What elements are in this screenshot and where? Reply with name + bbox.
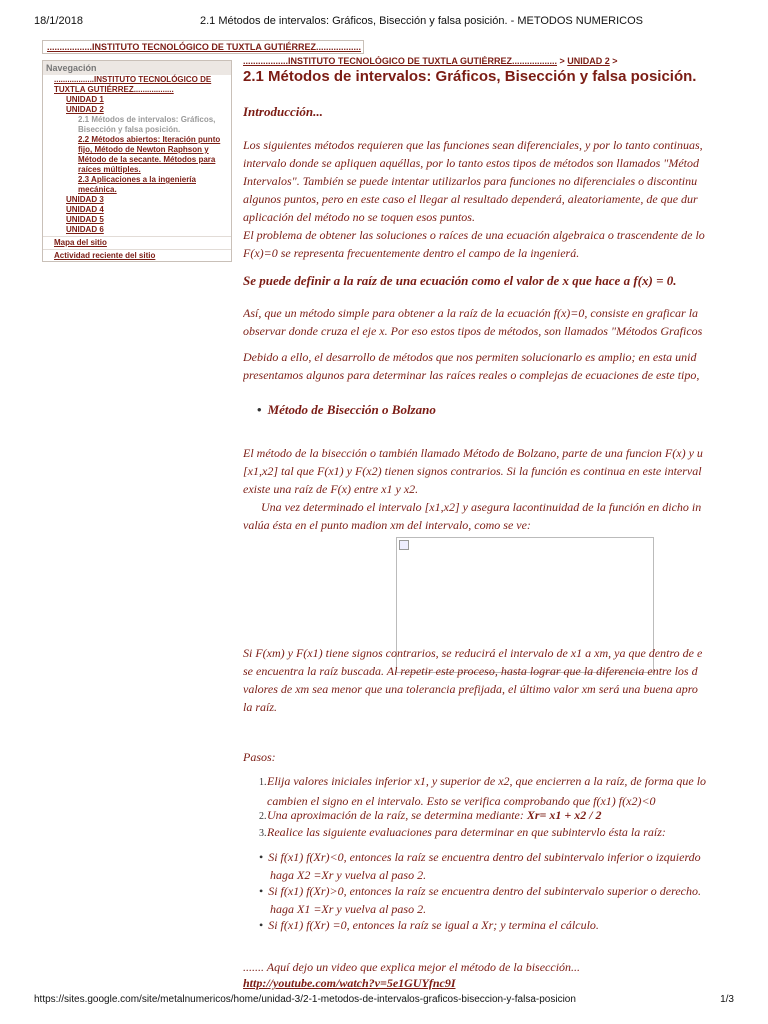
text-line: valúa ésta en el punto madion xm del intervalo, como se ve: — [243, 518, 531, 532]
step-3 — [259, 823, 666, 843]
condition-item — [259, 916, 599, 934]
text-line: cambien el signo en el intervalo. Esto se verifica comprobando que f(x1) f(x2)<0 — [267, 794, 656, 808]
print-page-number: 1/3 — [720, 994, 734, 1005]
text-line: haga X1 =Xr y vuelva al paso 2. — [270, 902, 427, 916]
text-line: Si f(x1) f(Xr) =0, entonces la raíz se igual a Xr; y termina el cálculo. — [268, 918, 599, 932]
text-line: algunos puntos, pero en este caso el llegar al resultado dependerá, aleatoriamente, de que dur — [243, 192, 698, 206]
main-content — [243, 56, 768, 991]
text-line: El método de la bisección o también llamado Método de Bolzano, parte de una funcion F(x) y u — [243, 446, 703, 460]
breadcrumb-parent-link[interactable]: UNIDAD 2 — [567, 56, 610, 66]
text-line: Intervalos". También se puede intentar utilizarlos para funciones no diferenciales o discontinu — [243, 174, 698, 188]
video-link-wrapper — [243, 974, 456, 991]
text-line: la raíz. — [243, 700, 278, 714]
nav-item-2-2[interactable]: 2.2 Métodos abiertos: Iteración punto fijo, Método de Newton Raphson y Método de la secante. Métodos para raíces múltiples. — [78, 135, 221, 174]
text-line: Si f(x1) f(Xr)>0, entonces la raíz se encuentra dentro del subintervalo superior o derecho. — [268, 884, 701, 898]
video-link[interactable]: http://youtube.com/watch?v=5e1GUYfnc9I — [243, 976, 456, 990]
breadcrumb — [243, 56, 768, 67]
bisection-heading-text: Método de Bisección o Bolzano — [267, 402, 436, 417]
page-title: 2.1 Métodos de intervalos: Gráficos, Bisección y falsa posición. — [243, 68, 697, 85]
nav-item-unidad-2[interactable]: UNIDAD 2 — [66, 105, 104, 114]
broken-image-icon — [399, 540, 409, 550]
text-line: F(x)=0 se representa frecuentemente dentro el campo de la ingenierá. — [243, 246, 580, 260]
text-line: haga X2 =Xr y vuelva al paso 2. — [270, 868, 427, 882]
step-number: 2. — [259, 811, 267, 822]
breadcrumb-separator: > — [557, 56, 568, 66]
text-line: Si F(xm) y F(x1) tiene signos contrarios, se reducirá el intervalo de x1 a xm, ya que dentro de e — [243, 646, 703, 660]
text-line: Realice las siguiente evaluaciones para determinar en que subintervlo ésta la raíz: — [267, 825, 666, 839]
navigation-sidebar — [42, 60, 232, 262]
site-header-link[interactable]: ..................INSTITUTO TECNOLÓGICO DE TUXTLA GUTIÉRREZ.................. — [42, 40, 364, 54]
text-line: aplicación del método no se toquen esos puntos. — [243, 210, 475, 224]
print-date: 18/1/2018 — [34, 15, 83, 27]
step-1 — [259, 772, 706, 810]
navigation-list — [43, 75, 231, 261]
interval-reduction-paragraph — [243, 644, 702, 716]
graphic-method-paragraph — [243, 304, 702, 340]
print-header — [0, 15, 768, 31]
nav-item-unidad-1[interactable]: UNIDAD 1 — [66, 95, 104, 104]
text-line: valores de xm sea menor que una tolerancia prefijada, el último valor xm será una buena apro — [243, 682, 698, 696]
intro-paragraph — [243, 136, 703, 226]
video-intro-text: ....... Aquí dejo un video que explica mejor el método de la bisección... — [243, 960, 581, 974]
text-line: Así, que un método simple para obtener a la raíz de la ecuación f(x)=0, consiste en graficar la — [243, 306, 699, 320]
step-text: Una aproximación de la raíz, se determina mediante: — [267, 808, 527, 822]
text-line: Si f(x1) f(Xr)<0, entonces la raíz se encuentra dentro del subintervalo inferior o izquierdo — [268, 850, 701, 864]
nav-item-2-1-current: 2.1 Métodos de intervalos: Gráficos, Bisección y falsa posición. — [78, 115, 216, 134]
text-line: Una vez determinado el intervalo [x1,x2] y asegura lacontinuidad de la función en dicho in — [243, 500, 702, 514]
print-document-title: 2.1 Métodos de intervalos: Gráficos, Bisección y falsa posición. - METODOS NUMERICOS — [200, 15, 644, 27]
step-number: 1. — [259, 777, 267, 788]
intro-heading: Introducción... — [243, 104, 323, 119]
steps-label: Pasos: — [243, 750, 276, 764]
bisection-formula: Xr= x1 + x2 / 2 — [526, 808, 602, 822]
nav-item-unidad-6[interactable]: UNIDAD 6 — [66, 225, 104, 234]
nav-recent-activity-link[interactable]: Actividad reciente del sitio — [43, 249, 231, 261]
text-line: [x1,x2] tal que F(x1) y F(x2) tienen signos contrarios. Si la función es continua en este interval — [243, 464, 702, 478]
nav-item-unidad-5[interactable]: UNIDAD 5 — [66, 215, 104, 224]
print-url: https://sites.google.com/site/metalnumericos/home/unidad-3/2-1-metodos-de-intervalos-graficos-biseccion-y-falsa-posicion — [34, 994, 576, 1005]
nav-item-2-3[interactable]: 2.3 Aplicaciones a la ingeniería mecánica. — [78, 175, 196, 194]
nav-sitemap-link[interactable]: Mapa del sitio — [43, 236, 231, 248]
text-line: intervalo donde se apliquen aquéllas, por lo tanto estos tipos de métodos son llamados "Métod — [243, 156, 700, 170]
bisection-paragraph — [243, 444, 703, 534]
print-footer — [0, 994, 768, 1010]
bullet-dot-icon: • — [259, 850, 264, 864]
text-line: se encuentra la raíz buscada. Al repetir este proceso, hasta lograr que la diferencia entre los d — [243, 664, 698, 678]
navigation-title: Navegación — [43, 61, 231, 75]
breadcrumb-root-link[interactable]: ..................INSTITUTO TECNOLÓGICO DE TUXTLA GUTIÉRREZ.................. — [243, 56, 558, 66]
nav-item-unidad-4[interactable]: UNIDAD 4 — [66, 205, 104, 214]
text-line: Elija valores iniciales inferior x1, y superior de x2, que encierren a la raíz, de forma que lo — [267, 774, 707, 788]
root-definition: Se puede definir a la raíz de una ecuación como el valor de x que hace a f(x) = 0. — [243, 273, 677, 288]
text-line: presentamos algunos para determinar las raíces reales o complejas de ecuaciones de este tipo, — [243, 368, 700, 382]
text-line: Debido a ello, el desarrollo de métodos que nos permiten solucionarlo es amplio; en esta unid — [243, 350, 697, 364]
text-line: Los siguientes métodos requieren que las funciones sean diferenciales, y por lo tanto continuas, — [243, 138, 703, 152]
breadcrumb-tail: > — [609, 56, 618, 66]
nav-item-root[interactable]: ..................INSTITUTO TECNOLÓGICO DE TUXTLA GUTIÉRREZ.................. — [54, 75, 212, 94]
problem-paragraph — [243, 226, 705, 262]
step-number: 3. — [259, 828, 267, 839]
condition-item — [259, 848, 701, 884]
nav-item-unidad-3[interactable]: UNIDAD 3 — [66, 195, 104, 204]
text-line: observar donde cruza el eje x. Por eso estos tipos de métodos, son llamados "Métodos Graficos — [243, 324, 703, 338]
bullet-dot-icon: • — [259, 918, 264, 932]
text-line: existe una raíz de F(x) entre x1 y x2. — [243, 482, 419, 496]
bullet-dot-icon: • — [259, 884, 264, 898]
methods-paragraph — [243, 348, 699, 384]
text-line: El problema de obtener las soluciones o raíces de una ecuación algebraica o trascendente de lo — [243, 228, 705, 242]
condition-item — [259, 882, 701, 918]
bisection-heading — [257, 402, 436, 418]
bullet-dot-icon: • — [257, 402, 262, 417]
